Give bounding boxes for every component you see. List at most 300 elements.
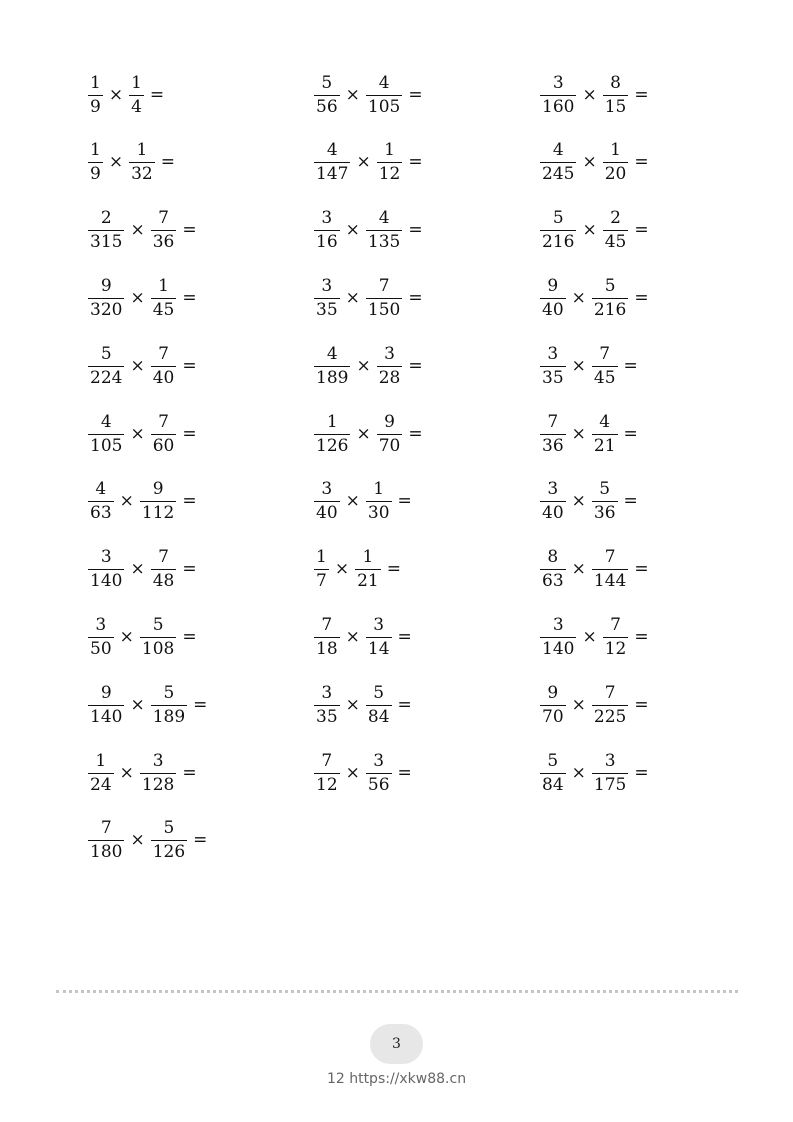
times-sign: × [345, 491, 360, 512]
multiplication-problem [88, 680, 207, 730]
fraction [314, 481, 340, 522]
numerator: 8 [610, 72, 621, 93]
fraction [314, 682, 340, 727]
numerator: 1 [95, 750, 107, 771]
numerator: 3 [321, 682, 333, 703]
numerator: 1 [131, 72, 142, 93]
denominator: 36 [542, 435, 564, 456]
times-sign: × [345, 694, 360, 715]
page-number-badge [370, 1024, 423, 1064]
fraction [540, 614, 576, 659]
denominator: 140 [90, 706, 123, 727]
fraction [377, 411, 403, 456]
denominator: 45 [152, 299, 175, 320]
denominator: 12 [316, 774, 338, 795]
denominator: 225 [593, 706, 627, 727]
denominator: 15 [604, 96, 627, 117]
denominator: 84 [542, 774, 564, 795]
denominator: 105 [90, 435, 123, 456]
fraction [540, 750, 566, 795]
fraction [540, 481, 566, 522]
denominator: 18 [316, 638, 338, 659]
numerator: 1 [90, 72, 101, 93]
multiplication-problem [314, 341, 423, 391]
denominator: 245 [542, 164, 575, 185]
denominator: 150 [367, 299, 401, 320]
times-sign: × [571, 694, 586, 715]
equals-sign: = [397, 626, 412, 647]
multiplication-problem [88, 545, 197, 595]
numerator: 3 [547, 343, 559, 364]
denominator: 135 [367, 232, 401, 253]
denominator: 35 [542, 367, 564, 388]
multiplication-problem [540, 341, 638, 391]
fraction [592, 343, 618, 388]
fraction [151, 820, 187, 861]
denominator: 180 [90, 842, 123, 863]
denominator: 63 [90, 503, 112, 524]
denominator: 21 [593, 435, 616, 456]
numerator: 9 [152, 479, 164, 500]
denominator: 128 [141, 774, 175, 795]
denominator: 4 [131, 96, 142, 117]
denominator: 32 [131, 164, 153, 185]
numerator: 5 [163, 818, 175, 839]
numerator: 1 [362, 547, 374, 568]
fraction [88, 682, 124, 727]
fraction [603, 614, 629, 659]
multiplication-problem [314, 409, 423, 459]
times-sign: × [571, 762, 586, 783]
times-sign: × [130, 559, 145, 580]
numerator: 7 [610, 614, 621, 635]
multiplication-problem [540, 273, 649, 323]
numerator: 7 [378, 275, 390, 296]
equals-sign: = [623, 423, 638, 444]
times-sign: × [345, 84, 360, 105]
numerator: 4 [95, 479, 107, 500]
denominator: 112 [141, 503, 175, 524]
denominator: 56 [367, 774, 390, 795]
denominator: 14 [367, 638, 390, 659]
numerator: 9 [547, 275, 559, 296]
fraction [140, 614, 176, 659]
denominator: 56 [316, 96, 338, 117]
times-sign: × [571, 355, 586, 376]
multiplication-problem [314, 206, 423, 256]
denominator: 12 [378, 164, 401, 185]
times-sign: × [119, 762, 134, 783]
multiplication-problem [314, 138, 423, 188]
footer-url: 12 https://xkw88.cn [326, 1071, 467, 1087]
multiplication-problem [540, 409, 638, 459]
multiplication-problem [314, 477, 412, 527]
fraction [540, 411, 566, 456]
numerator: 3 [384, 343, 395, 364]
numerator: 1 [373, 479, 385, 500]
numerator: 1 [136, 140, 148, 161]
equals-sign: = [634, 694, 649, 715]
denominator: 40 [152, 367, 175, 388]
fraction [88, 750, 114, 795]
fraction [366, 614, 392, 659]
numerator: 3 [552, 72, 564, 93]
fraction [592, 411, 618, 456]
fraction [151, 343, 177, 388]
fraction [355, 549, 381, 590]
equals-sign: = [408, 355, 423, 376]
numerator: 7 [599, 343, 611, 364]
denominator: 224 [90, 367, 123, 388]
multiplication-problem [88, 273, 197, 323]
times-sign: × [356, 152, 371, 173]
multiplication-problem [540, 748, 649, 798]
numerator: 7 [321, 750, 333, 771]
equals-sign: = [408, 152, 423, 173]
numerator: 1 [90, 140, 101, 161]
equals-sign: = [182, 626, 197, 647]
numerator: 5 [547, 750, 559, 771]
times-sign: × [356, 355, 371, 376]
fraction [314, 411, 350, 456]
fraction [88, 275, 124, 320]
denominator: 9 [90, 96, 101, 117]
times-sign: × [582, 84, 597, 105]
numerator: 7 [158, 547, 169, 568]
times-sign: × [334, 559, 350, 580]
numerator: 5 [599, 479, 611, 500]
equals-sign: = [634, 152, 649, 173]
denominator: 147 [316, 164, 349, 185]
denominator: 40 [542, 503, 564, 524]
equals-sign: = [397, 694, 412, 715]
fraction [314, 210, 340, 251]
fraction [314, 750, 340, 795]
multiplication-problem [88, 748, 197, 798]
times-sign: × [571, 491, 586, 512]
times-sign: × [345, 762, 360, 783]
fraction [151, 275, 177, 320]
denominator: 84 [367, 706, 390, 727]
equals-sign: = [182, 559, 197, 580]
numerator: 9 [100, 682, 112, 703]
equals-sign: = [634, 559, 649, 580]
times-sign: × [582, 220, 597, 241]
denominator: 160 [542, 96, 575, 117]
fraction [366, 210, 402, 251]
denominator: 216 [542, 232, 575, 253]
fraction [88, 72, 103, 117]
numerator: 1 [384, 140, 395, 161]
fraction [540, 549, 566, 590]
numerator: 7 [158, 343, 169, 364]
numerator: 9 [100, 275, 112, 296]
equals-sign: = [182, 220, 197, 241]
denominator: 36 [152, 232, 175, 253]
fraction [88, 142, 103, 183]
equals-sign: = [623, 491, 638, 512]
numerator: 7 [604, 547, 616, 568]
multiplication-problem [540, 612, 649, 662]
fraction [88, 820, 124, 861]
numerator: 3 [321, 275, 333, 296]
times-sign: × [130, 423, 145, 444]
fraction [540, 275, 566, 320]
numerator: 5 [152, 614, 164, 635]
numerator: 4 [378, 72, 390, 93]
denominator: 40 [542, 299, 564, 320]
equals-sign: = [634, 287, 649, 308]
fraction [377, 343, 403, 388]
denominator: 35 [316, 299, 338, 320]
fraction [540, 210, 576, 251]
numerator: 5 [163, 682, 175, 703]
numerator: 1 [158, 275, 169, 296]
fraction [592, 275, 628, 320]
fraction [151, 411, 177, 456]
equals-sign: = [182, 355, 197, 376]
times-sign: × [130, 830, 145, 851]
numerator: 5 [552, 208, 564, 229]
times-sign: × [571, 287, 586, 308]
fraction [314, 275, 340, 320]
numerator: 4 [100, 411, 112, 432]
equals-sign: = [193, 830, 208, 851]
fraction [88, 614, 114, 659]
multiplication-problem [540, 680, 649, 730]
fraction [592, 682, 628, 727]
denominator: 140 [542, 638, 575, 659]
times-sign: × [582, 152, 597, 173]
equals-sign: = [408, 84, 423, 105]
times-sign: × [108, 152, 124, 173]
denominator: 40 [316, 503, 338, 524]
numerator: 3 [152, 750, 164, 771]
fraction [366, 481, 392, 522]
numerator: 7 [158, 208, 169, 229]
equals-sign: = [634, 84, 649, 105]
multiplication-problem [540, 545, 649, 595]
multiplication-problem [314, 680, 412, 730]
numerator: 3 [95, 614, 107, 635]
times-sign: × [130, 355, 145, 376]
equals-sign: = [623, 355, 638, 376]
denominator: 175 [593, 774, 627, 795]
fraction [151, 682, 187, 727]
multiplication-problem [540, 206, 649, 256]
multiplication-problem [88, 816, 207, 866]
equals-sign: = [397, 491, 412, 512]
times-sign: × [582, 626, 597, 647]
fraction [592, 750, 628, 795]
denominator: 60 [152, 435, 175, 456]
denominator: 20 [604, 164, 627, 185]
denominator: 35 [316, 706, 338, 727]
fraction [366, 682, 392, 727]
denominator: 189 [316, 367, 349, 388]
fraction [314, 614, 340, 659]
denominator: 48 [152, 571, 175, 592]
fraction [366, 750, 392, 795]
fraction [88, 343, 124, 388]
times-sign: × [345, 287, 360, 308]
multiplication-problem [88, 409, 197, 459]
fraction [603, 210, 629, 251]
equals-sign: = [634, 762, 649, 783]
fraction [140, 481, 176, 522]
multiplication-problem [88, 70, 164, 120]
times-sign: × [130, 220, 145, 241]
numerator: 3 [373, 750, 385, 771]
denominator: 108 [141, 638, 175, 659]
numerator: 2 [100, 208, 112, 229]
multiplication-problem [88, 612, 197, 662]
times-sign: × [130, 287, 145, 308]
fraction [88, 210, 124, 251]
numerator: 3 [373, 614, 385, 635]
denominator: 126 [316, 435, 349, 456]
numerator: 5 [100, 343, 112, 364]
equals-sign: = [408, 423, 423, 444]
denominator: 28 [378, 367, 401, 388]
times-sign: × [130, 694, 145, 715]
numerator: 7 [158, 411, 169, 432]
numerator: 3 [547, 479, 559, 500]
fraction [366, 275, 402, 320]
times-sign: × [119, 626, 134, 647]
denominator: 126 [152, 842, 186, 863]
multiplication-problem [88, 206, 197, 256]
fraction [603, 142, 629, 183]
times-sign: × [119, 491, 134, 512]
numerator: 4 [599, 411, 611, 432]
numerator: 8 [547, 547, 559, 568]
times-sign: × [345, 626, 360, 647]
numerator: 4 [326, 140, 338, 161]
numerator: 4 [378, 208, 390, 229]
fraction [88, 549, 124, 590]
equals-sign: = [160, 152, 175, 173]
multiplication-problem [540, 477, 638, 527]
numerator: 4 [326, 343, 338, 364]
numerator: 5 [604, 275, 616, 296]
numerator: 1 [326, 411, 338, 432]
page-number: 3 [392, 1036, 401, 1052]
numerator: 3 [321, 208, 333, 229]
times-sign: × [345, 220, 360, 241]
denominator: 16 [316, 232, 338, 253]
denominator: 50 [90, 638, 112, 659]
fraction [314, 142, 350, 183]
denominator: 140 [90, 571, 123, 592]
equals-sign: = [397, 762, 412, 783]
denominator: 45 [604, 232, 627, 253]
fraction [88, 411, 124, 456]
denominator: 12 [604, 638, 627, 659]
fraction [366, 72, 402, 117]
equals-sign: = [634, 220, 649, 241]
fraction [129, 72, 144, 117]
multiplication-problem [314, 748, 412, 798]
numerator: 7 [604, 682, 616, 703]
denominator: 320 [90, 299, 123, 320]
numerator: 5 [321, 72, 333, 93]
equals-sign: = [193, 694, 208, 715]
numerator: 9 [384, 411, 395, 432]
denominator: 24 [90, 774, 112, 795]
equals-sign: = [408, 287, 423, 308]
numerator: 7 [321, 614, 333, 635]
fraction [540, 72, 576, 117]
equals-sign: = [182, 423, 197, 444]
numerator: 3 [321, 479, 333, 500]
denominator: 144 [593, 571, 627, 592]
multiplication-problem [314, 612, 412, 662]
denominator: 30 [367, 503, 390, 524]
fraction [151, 210, 177, 251]
numerator: 4 [552, 140, 564, 161]
multiplication-problem [88, 341, 197, 391]
multiplication-problem [540, 70, 649, 120]
fraction [314, 343, 350, 388]
fraction [603, 72, 629, 117]
denominator: 70 [542, 706, 564, 727]
denominator: 315 [90, 232, 123, 253]
denominator: 63 [542, 571, 564, 592]
equals-sign: = [408, 220, 423, 241]
numerator: 1 [610, 140, 621, 161]
equals-sign: = [182, 491, 197, 512]
numerator: 1 [316, 547, 327, 568]
denominator: 105 [367, 96, 401, 117]
multiplication-problem [314, 273, 423, 323]
equals-sign: = [386, 559, 401, 580]
numerator: 3 [604, 750, 616, 771]
fraction [592, 481, 618, 522]
numerator: 5 [373, 682, 385, 703]
times-sign: × [108, 84, 124, 105]
numerator: 9 [547, 682, 559, 703]
numerator: 7 [547, 411, 559, 432]
denominator: 45 [593, 367, 616, 388]
fraction [540, 343, 566, 388]
equals-sign: = [182, 287, 197, 308]
multiplication-problem [88, 477, 197, 527]
fraction [151, 549, 177, 590]
fraction [592, 549, 628, 590]
denominator: 216 [593, 299, 627, 320]
fraction [377, 142, 403, 183]
denominator: 7 [316, 571, 327, 592]
fraction [88, 481, 114, 522]
fraction [540, 682, 566, 727]
denominator: 189 [152, 706, 186, 727]
times-sign: × [571, 423, 586, 444]
multiplication-problem [88, 138, 175, 188]
numerator: 3 [552, 614, 564, 635]
denominator: 70 [378, 435, 401, 456]
multiplication-problem [314, 70, 423, 120]
dotted-divider [56, 990, 738, 993]
fraction [129, 142, 155, 183]
equals-sign: = [634, 626, 649, 647]
numerator: 3 [100, 547, 112, 568]
denominator: 21 [357, 571, 379, 592]
times-sign: × [356, 423, 371, 444]
denominator: 9 [90, 164, 101, 185]
fraction [314, 72, 340, 117]
equals-sign: = [149, 84, 165, 105]
